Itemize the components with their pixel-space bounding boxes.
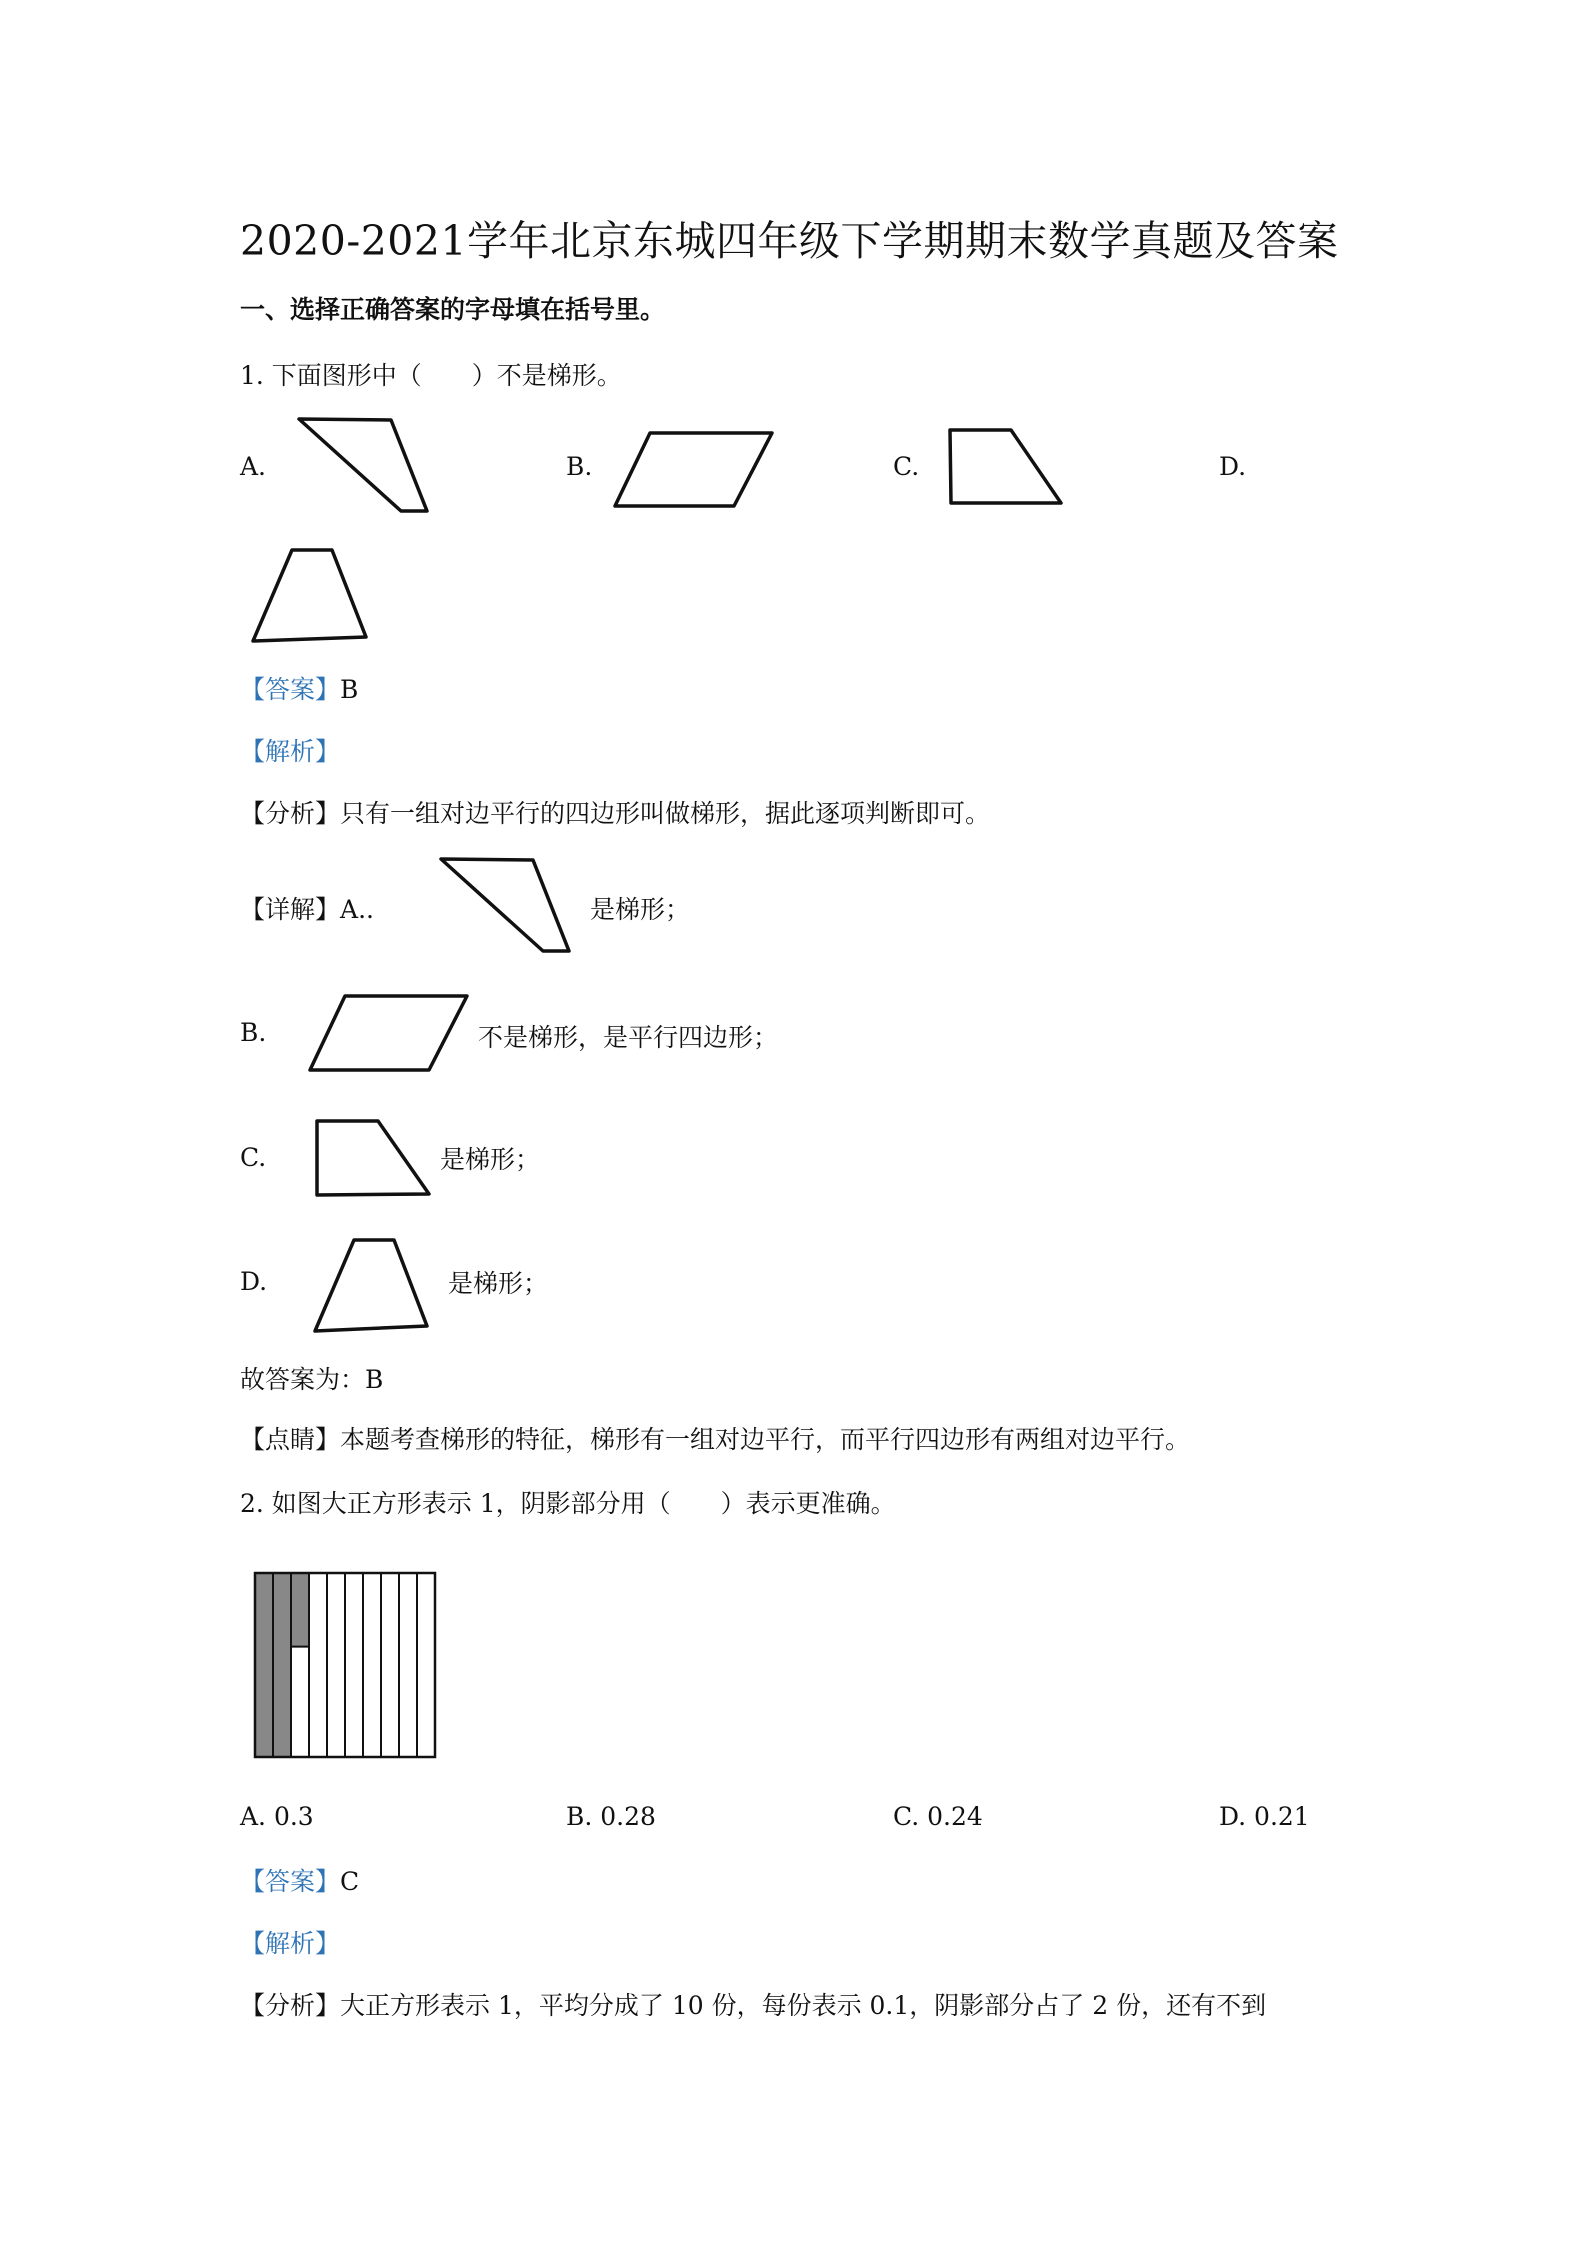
q1-detail-a-figure — [436, 855, 576, 955]
q2-grid-figure — [252, 1570, 438, 1760]
parallelogram-shape — [615, 433, 772, 506]
trapezoid-shape — [253, 550, 366, 641]
q1-detail-d-figure — [310, 1235, 434, 1335]
answer-tag: 【答案】 — [240, 1867, 341, 1896]
q1-option-b-figure — [610, 424, 780, 514]
q2-fenxi-line — [240, 1986, 1266, 2022]
parallelogram-shape — [310, 996, 467, 1070]
page-title: 2020-2021学年北京东城四年级下学期期末数学真题及答案 — [240, 217, 1339, 265]
q1-option-a-label: A. — [240, 452, 267, 481]
q2-answer-line — [240, 1862, 359, 1898]
q1-detail-c-label: C. — [240, 1143, 267, 1172]
q1-option-b-label: B. — [566, 452, 593, 481]
shaded-column — [255, 1573, 273, 1757]
q1-detail-d-label: D. — [240, 1267, 268, 1296]
q2-jiexi-tag: 【解析】 — [240, 1929, 341, 1958]
q1-option-c-figure — [945, 425, 1065, 510]
answer-value: C — [340, 1867, 360, 1896]
partially-shaded-column — [291, 1573, 309, 1647]
q1-jiexi-tag: 【解析】 — [240, 737, 341, 766]
trapezoid-shape — [317, 1121, 429, 1195]
q1-fenxi-line — [240, 794, 990, 830]
fenxi-tag: 【分析】 — [240, 799, 341, 828]
q2-option-d: D. 0.21 — [1219, 1802, 1310, 1831]
trapezoid-shape — [315, 1240, 427, 1331]
fenxi-text: 只有一组对边平行的四边形叫做梯形，据此逐项判断即可。 — [340, 799, 991, 828]
q1-answer-line — [240, 670, 358, 706]
trapezoid-shape — [441, 859, 569, 951]
fenxi-text: 大正方形表示 1，平均分成了 10 份，每份表示 0.1，阴影部分占了 2 份，还有不到 — [340, 1991, 1267, 2020]
q1-detail-a — [240, 890, 374, 926]
question-2-text: 2. 如图大正方形表示 1，阴影部分用（ ）表示更准确。 — [240, 1489, 896, 1518]
answer-tag: 【答案】 — [240, 675, 341, 704]
q1-detail-c-text: 是梯形； — [440, 1145, 541, 1174]
detail-tag: 【详解】 — [240, 895, 341, 924]
trapezoid-shape — [950, 430, 1061, 503]
dianjing-text: 本题考查梯形的特征，梯形有一组对边平行，而平行四边形有两组对边平行。 — [340, 1425, 1191, 1454]
answer-value: B — [340, 675, 359, 704]
dianjing-tag: 【点睛】 — [240, 1425, 341, 1454]
detail-a-label: A.. — [340, 895, 374, 924]
q1-dianjing-line — [240, 1420, 1190, 1456]
q1-detail-d-text: 是梯形； — [448, 1269, 549, 1298]
q2-option-b: B. 0.28 — [566, 1802, 656, 1831]
question-1-text: 1. 下面图形中（ ）不是梯形。 — [240, 361, 622, 390]
q1-detail-c-figure — [310, 1116, 435, 1201]
q1-option-d-label: D. — [1219, 452, 1247, 481]
shaded-column — [273, 1573, 291, 1757]
q2-option-a: A. 0.3 — [240, 1802, 314, 1831]
q1-detail-a-text: 是梯形； — [590, 895, 691, 924]
q1-option-a-figure — [294, 415, 434, 515]
fenxi-tag: 【分析】 — [240, 1991, 341, 2020]
q1-option-c-label: C. — [893, 452, 920, 481]
trapezoid-shape — [299, 419, 427, 511]
q1-detail-b-text: 不是梯形，是平行四边形； — [478, 1023, 779, 1052]
q1-detail-b-figure — [305, 988, 475, 1078]
q1-option-d-figure — [248, 545, 372, 645]
q1-conclusion: 故答案为：B — [240, 1365, 384, 1394]
section-heading: 一、选择正确答案的字母填在括号里。 — [240, 295, 666, 324]
q2-option-c: C. 0.24 — [893, 1802, 983, 1831]
q1-detail-b-label: B. — [240, 1018, 267, 1047]
